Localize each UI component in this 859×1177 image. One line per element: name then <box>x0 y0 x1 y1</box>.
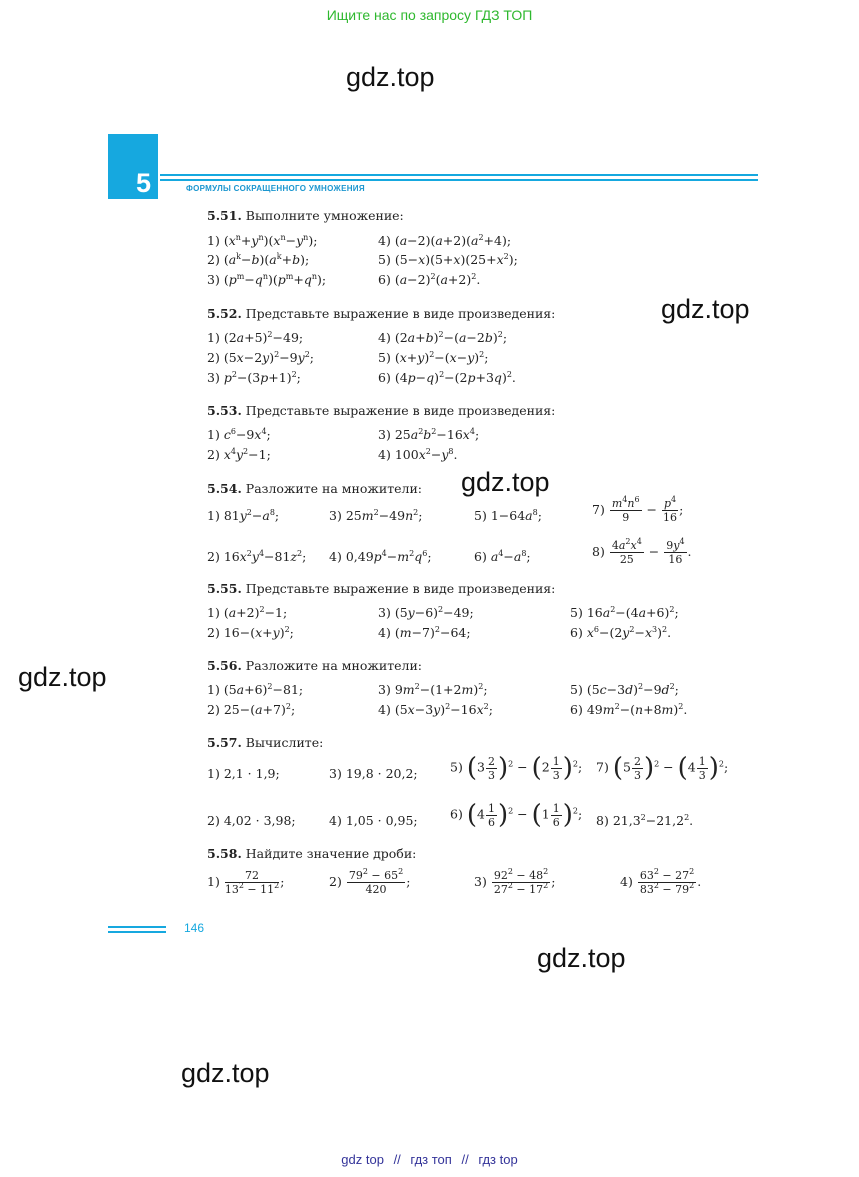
exercise-item: 2) $16x^2y^4-81z^2$; <box>207 549 307 564</box>
exercise-item: 6) $x^6-(2y^2-x^3)^2$. <box>570 625 672 640</box>
exercise-item: 1) $(x^n+y^n)(x^n-y^n)$; <box>207 233 318 248</box>
exercise-item: 6) (4 $\frac{1}{6}$ )$^2$ − (1 $\frac{1}{6}$ )$^2$; <box>450 800 583 830</box>
exercise-item: 6) $(a-2)^2(a+2)^2$. <box>378 272 481 287</box>
exercise-item: 2) 4,02 · 3,98; <box>207 813 296 828</box>
watermark: gdz.top <box>661 294 750 324</box>
exercise-item: 1) 2,1 · 1,9; <box>207 766 280 781</box>
chapter-number: 5 <box>136 168 152 198</box>
exercise-item: 6) $49m^2-(n+8m)^2$. <box>570 702 688 717</box>
exercise-item: 3) $\frac{92^2 - 48^2}{27^2 - 17^2}$ ; <box>474 867 556 896</box>
page-number: 146 <box>184 921 205 935</box>
exercise-item: 1) $\frac{72}{13^2 - 11^2}$ ; <box>207 869 285 896</box>
footer-rule <box>108 931 166 933</box>
exercise-item: 3) $(5y-6)^2-49$; <box>378 605 474 620</box>
problem-number: 5.56. <box>207 658 242 673</box>
exercise-item: 5) $(5-x)(5+x)(25+x^2)$; <box>378 252 518 267</box>
exercise-item: 8) $\frac{4a^2x^4}{25}$ − $\frac{9y^4}{16}$ . <box>592 537 692 566</box>
exercise-item: 5) $16a^2-(4a+6)^2$; <box>570 605 679 620</box>
exercise-item: 3) $p^2-(3p+1)^2$; <box>207 370 301 385</box>
problem-heading <box>207 737 323 750</box>
problem-number: 5.52. <box>207 306 242 321</box>
exercise-item: 7) $\frac{m^4n^6}{9}$ − $\frac{p^4}{16}$ ; <box>592 495 684 524</box>
footer-separator: // <box>461 1152 469 1167</box>
exercise-item: 2) $x^4y^2-1$; <box>207 447 271 462</box>
exercise-item: 2) $16-(x+y)^2$; <box>207 625 294 640</box>
exercise-item: 5) (3 $\frac{2}{3}$ )$^2$ − (2 $\frac{1}{3}$ )$^2$; <box>450 753 583 783</box>
exercise-item: 3) 19,8 · 20,2; <box>329 766 418 781</box>
divider <box>160 179 758 181</box>
exercise-item: 6) $(4p-q)^2-(2p+3q)^2$. <box>378 370 516 385</box>
exercise-item: 7) (5 $\frac{2}{3}$ )$^2$ − (4 $\frac{1}{3}$ )$^2$; <box>596 753 729 783</box>
footer-link[interactable]: гдз top <box>478 1152 518 1167</box>
footer-link[interactable]: гдз топ <box>410 1152 452 1167</box>
exercise-item: 1) $(5a+6)^2-81$; <box>207 682 304 697</box>
exercise-item: 2) $\frac{79^2 - 65^2}{420}$ ; <box>329 867 411 896</box>
problem-number: 5.51. <box>207 208 242 223</box>
problem-heading <box>207 660 422 673</box>
exercise-item: 4) 1,05 · 0,95; <box>329 813 418 828</box>
footer-rule <box>108 926 166 928</box>
problem-heading <box>207 483 422 496</box>
problem-heading <box>207 308 555 321</box>
exercise-item: 1) $(2a+5)^2-49$; <box>207 330 304 345</box>
problem-number: 5.55. <box>207 581 242 596</box>
exercise-item: 2) $25-(a+7)^2$; <box>207 702 296 717</box>
exercise-item: 4) $0,49p^4-m^2q^6$; <box>329 549 432 564</box>
exercise-item: 3) $(p^m-q^n)(p^m+q^n)$; <box>207 272 327 287</box>
footer-separator: // <box>393 1152 401 1167</box>
problem-heading <box>207 848 416 861</box>
watermark: gdz.top <box>181 1058 270 1088</box>
problem-text: Разложите на множители: <box>245 658 423 673</box>
footer-links <box>0 1152 859 1167</box>
problem-number: 5.58. <box>207 846 242 861</box>
problem-text: Разложите на множители: <box>245 481 423 496</box>
exercise-item: 1) $(a+2)^2-1$; <box>207 605 288 620</box>
problem-number: 5.53. <box>207 403 242 418</box>
exercise-item: 8) $21,3^2-21,2^2$. <box>596 813 694 828</box>
problem-text: Вычислите: <box>245 735 324 750</box>
exercise-item: 3) $25m^2-49n^2$; <box>329 508 423 523</box>
chapter-title: ФОРМУЛЫ СОКРАЩЕННОГО УМНОЖЕНИЯ <box>186 184 365 193</box>
problem-text: Представьте выражение в виде произведения: <box>245 403 556 418</box>
problem-text: Представьте выражение в виде произведения: <box>245 306 556 321</box>
watermark: gdz.top <box>346 62 435 92</box>
exercise-item: 4) $(m-7)^2-64$; <box>378 625 471 640</box>
problem-number: 5.57. <box>207 735 242 750</box>
problem-number: 5.54. <box>207 481 242 496</box>
watermark: gdz.top <box>461 467 550 497</box>
exercise-item: 1) $c^6-9x^4$; <box>207 427 271 442</box>
exercise-item: 4) $(5x-3y)^2-16x^2$; <box>378 702 493 717</box>
exercise-item: 4) $(a-2)(a+2)(a^2+4)$; <box>378 233 512 248</box>
problem-heading <box>207 210 404 223</box>
footer-link[interactable]: gdz top <box>341 1152 384 1167</box>
exercise-item: 5) $(x+y)^2-(x-y)^2$; <box>378 350 489 365</box>
divider <box>160 174 758 176</box>
exercise-item: 2) $(a^k-b)(a^k+b)$; <box>207 252 310 267</box>
problem-text: Выполните умножение: <box>245 208 404 223</box>
exercise-item: 1) $81y^2-a^8$; <box>207 508 280 523</box>
exercise-item: 5) $(5c-3d)^2-9d^2$; <box>570 682 679 697</box>
exercise-item: 5) $1-64a^8$; <box>474 508 542 523</box>
exercise-item: 2) $(5x-2y)^2-9y^2$; <box>207 350 315 365</box>
exercise-item: 3) $25a^2b^2-16x^4$; <box>378 427 480 442</box>
problem-text: Представьте выражение в виде произведения: <box>245 581 556 596</box>
problem-heading <box>207 583 555 596</box>
problem-text: Найдите значение дроби: <box>245 846 417 861</box>
exercise-item: 4) $(2a+b)^2-(a-2b)^2$; <box>378 330 508 345</box>
exercise-item: 3) $9m^2-(1+2m)^2$; <box>378 682 488 697</box>
exercise-item: 4) $\frac{63^2 - 27^2}{83^2 - 79^2}$ . <box>620 867 702 896</box>
search-hint[interactable]: Ищите нас по запросу ГДЗ ТОП <box>326 7 533 23</box>
problem-heading <box>207 405 555 418</box>
exercise-item: 4) $100x^2-y^8$. <box>378 447 458 462</box>
watermark: gdz.top <box>537 943 626 973</box>
watermark: gdz.top <box>18 662 107 692</box>
exercise-item: 6) $a^4-a^8$; <box>474 549 531 564</box>
